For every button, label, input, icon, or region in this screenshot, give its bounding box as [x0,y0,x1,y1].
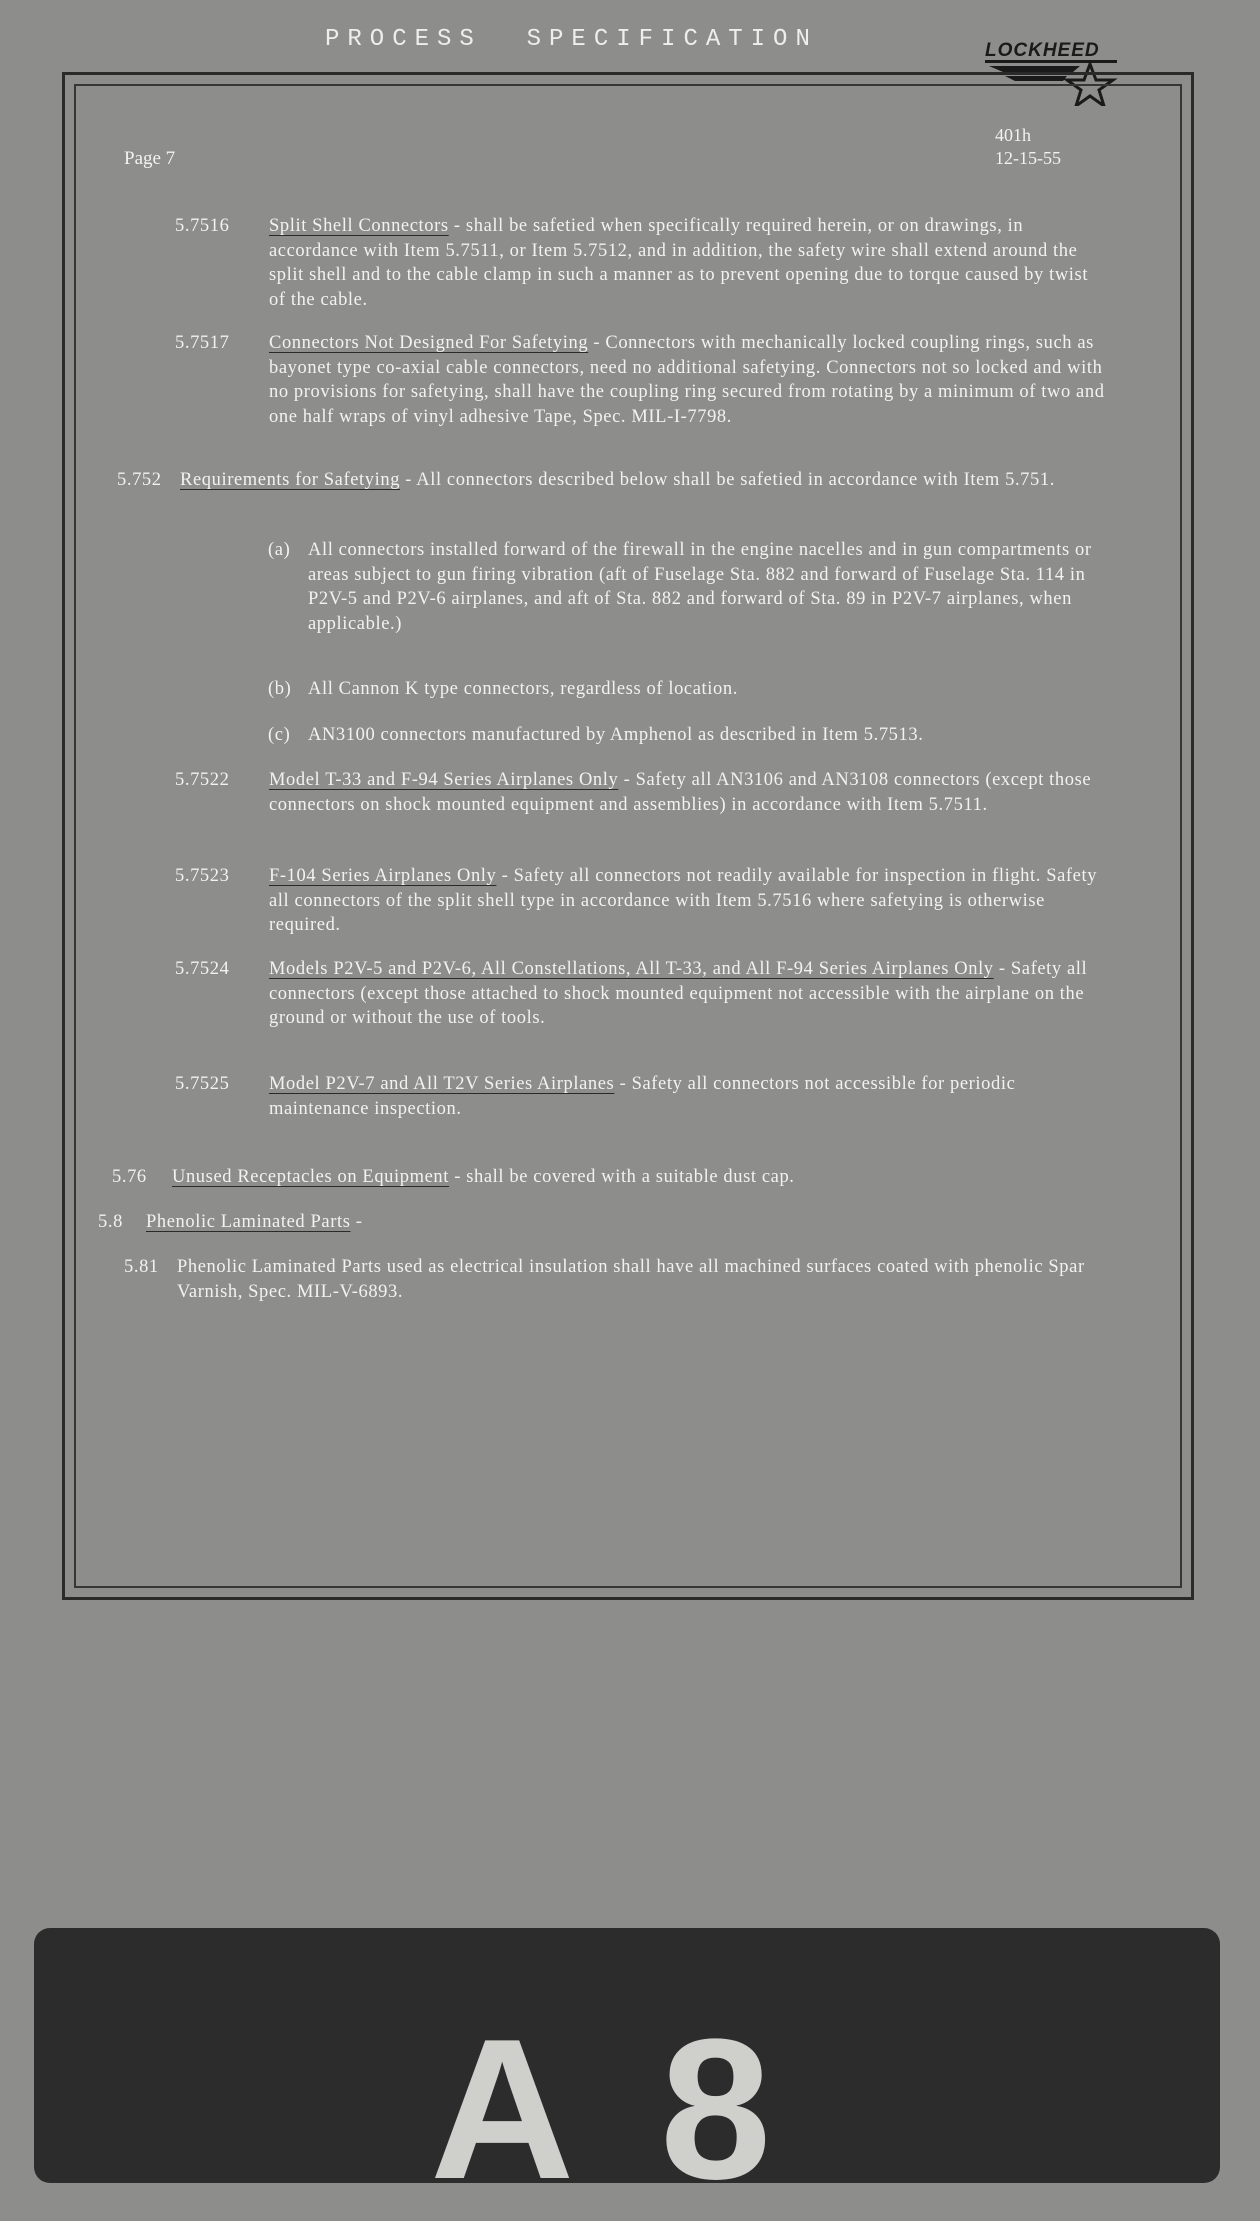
section-5-7522 [175,768,1105,843]
section-5-7524 [175,957,1105,1057]
section-number: 5.7517 [175,333,230,353]
section-body: - [350,1212,363,1232]
item-c [268,723,1098,749]
microfilm-number: 8 [660,1998,772,2221]
section-body: - Safety all AN3106 and AN3108 connectors (except those connectors on shock mounted equipment and assemblies) in accordance with Item 5.7511. [269,770,1092,815]
item-marker: (b) [268,679,292,699]
section-title: F-104 Series Airplanes Only [269,866,497,886]
page-header-title: PROCESS SPECIFICATION [325,26,818,53]
section-number: 5.7522 [175,770,230,790]
section-number: 5.7516 [175,216,230,236]
section-number: 5.76 [112,1167,147,1187]
section-title: Phenolic Laminated Parts [146,1212,351,1232]
section-title: Model T-33 and F-94 Series Airplanes Only [269,770,619,790]
item-text: All Cannon K type connectors, regardless of location. [308,679,738,699]
section-body: - Safety all connectors (except those attached to shock mounted equipment not accessible with the airplane on the ground or without the use of tools. [269,959,1088,1028]
section-5-81 [124,1255,1114,1307]
section-title: Unused Receptacles on Equipment [172,1167,450,1187]
section-5-752 [117,468,1117,520]
section-text [172,1165,1112,1190]
section-body: - shall be covered with a suitable dust cap. [449,1167,795,1187]
section-text [269,957,1105,1031]
section-title: Model P2V-7 and All T2V Series Airplanes [269,1074,615,1094]
microfilm-label-bar [34,1928,1220,2183]
section-5-76 [112,1165,1112,1191]
section-text [269,331,1105,429]
section-5-7523 [175,864,1105,939]
section-title: Connectors Not Designed For Safetying [269,333,589,353]
item-text: All connectors installed forward of the firewall in the engine nacelles and in gun compartments or areas subject to gun firing vibration (aft of Fuselage Sta. 882 and forward of Fuselage Sta. 114 in P2V-5 and P2V-6 airplanes, and aft of Sta. 882 and forward of Sta. 89 in P2V-7 airplanes, when applicable.) [308,540,1092,634]
section-body: - Safety all connectors not readily available for inspection in flight. Safety all connectors of the split shell type in accordance with Item 5.7516 where safetying is otherwise required. [269,866,1098,935]
section-title: Split Shell Connectors [269,216,449,236]
section-text: Phenolic Laminated Parts used as electrical insulation shall have all machined surfaces coated with phenolic Spar Varnish, Spec. MIL-V-6893. [177,1257,1085,1302]
section-number: 5.7523 [175,866,230,886]
item-text: AN3100 connectors manufactured by Amphenol as described in Item 5.7513. [308,725,924,745]
section-title: Models P2V-5 and P2V-6, All Constellations, All T-33, and All F-94 Series Airplanes Only [269,959,994,979]
microfilm-letter: A [430,1998,575,2221]
page-label: Page 7 [124,148,176,169]
item-marker: (a) [268,540,291,560]
section-text [269,1072,1105,1121]
item-marker: (c) [268,725,291,745]
section-number: 5.7525 [175,1074,230,1094]
section-number: 5.7524 [175,959,230,979]
section-text [146,1210,1098,1235]
section-number: 5.81 [124,1257,159,1277]
section-number: 5.752 [117,470,162,490]
logo-text: LOCKHEED [985,40,1100,61]
section-body: - Connectors with mechanically locked coupling rings, such as bayonet type co-axial cable connectors, need no additional safetying. Connectors not so locked and with no provisions for safetying, shall have the coupling ring secured from rotating by a minimum of two and one half wraps of vinyl adhesive Tape, Spec. MIL-I-7798. [269,333,1105,427]
spec-number-block [995,124,1061,170]
section-5-7517 [175,331,1105,431]
section-title: Requirements for Safetying [180,470,401,490]
section-5-7516 [175,214,1105,314]
section-text [269,768,1105,817]
section-5-7525 [175,1072,1105,1122]
section-body: - All connectors described below shall be safetied in accordance with Item 5.751. [400,470,1055,490]
spec-number: 401h [995,125,1031,145]
section-text [180,468,1117,493]
item-a [268,538,1098,663]
spec-date: 12-15-55 [995,148,1061,168]
section-text [269,214,1105,312]
section-body: - shall be safetied when specifically required herein, or on drawings, in accordance with Item 5.7511, or Item 5.7512, and in addition, the safety wire shall extend around the split shell and to the cable clamp in such a manner as to prevent opening due to torque caused by twist of the cable. [269,216,1089,310]
section-body: - Safety all connectors not accessible for periodic maintenance inspection. [269,1074,1016,1119]
item-b [268,677,1098,703]
section-number: 5.8 [98,1212,123,1232]
section-5-8 [98,1210,1098,1236]
section-text [269,864,1105,938]
